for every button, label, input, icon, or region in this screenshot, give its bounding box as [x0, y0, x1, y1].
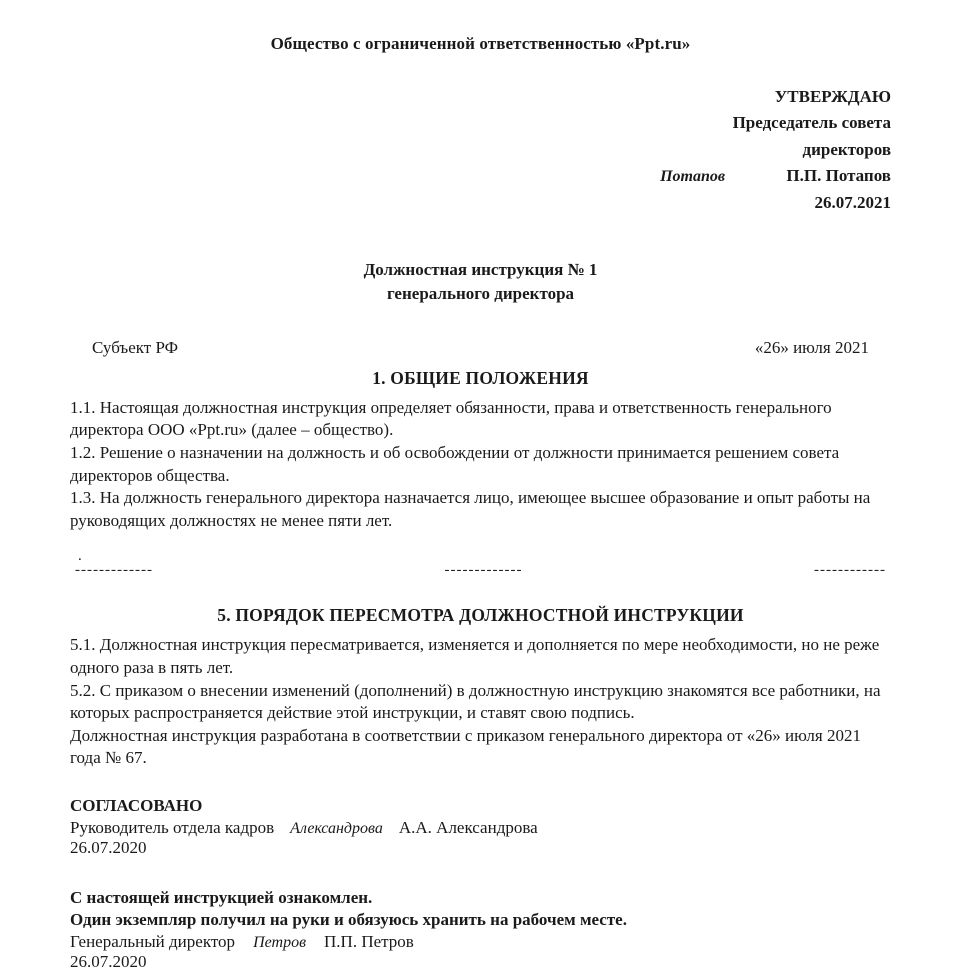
- approval-date: 26.07.2021: [814, 192, 891, 212]
- agreed-name: А.А. Александрова: [398, 818, 538, 838]
- section-1-title: 1. ОБЩИЕ ПОЛОЖЕНИЯ: [372, 367, 589, 388]
- approval-position-line2: директоров: [802, 139, 891, 159]
- agreed-role: Руководитель отдела кадров: [70, 818, 275, 838]
- section-5-paragraph-1: 5.1. Должностная инструкция пересматривается, изменяется и дополняется по мере необходимости, но не реже одного раза в пять лет.: [70, 635, 880, 678]
- organization-header: Общество с ограниченной ответственностью «Ppt.ru»: [270, 34, 691, 53]
- approval-signature-script: Потапов: [660, 168, 725, 186]
- document-title: [70, 258, 891, 306]
- section-1-paragraph-1: 1.1. Настоящая должностная инструкция определяет обязанности, права и ответственность генерального директора ООО «Ppt.ru» (далее – общество).: [70, 397, 832, 440]
- acknowledgement-line-2: Один экземпляр получил на руки и обязуюсь хранить на рабочем месте.: [70, 910, 627, 930]
- acknowledgement-date: 26.07.2020: [70, 952, 147, 972]
- agreed-heading: СОГЛАСОВАНО: [70, 796, 203, 816]
- section-1-paragraph-3: 1.3. На должность генерального директора назначается лицо, имеющее высшее образование и опыт работы на руководящих должностях не менее пяти лет.: [70, 488, 871, 530]
- separator-dash-left: -------------: [75, 562, 153, 579]
- section-5-body: [70, 634, 891, 770]
- agreed-date: 26.07.2020: [70, 838, 147, 858]
- section-5-paragraph-3: Должностная инструкция разработана в соответствии с приказом генерального директора от «26» июля 2021 года № 67.: [70, 725, 861, 768]
- separator-dot: .: [78, 548, 82, 564]
- document-meta-row: [70, 338, 891, 358]
- approval-block: [70, 84, 891, 216]
- approval-position-line1: Председатель совета: [732, 113, 891, 133]
- agreed-block: [70, 796, 891, 858]
- separator-dash-center: -------------: [444, 562, 523, 579]
- section-1-body: [70, 397, 891, 533]
- acknowledgement-block: [70, 888, 891, 972]
- separator-dash-right: ------------: [814, 562, 886, 579]
- document-place: Субъект РФ: [92, 337, 179, 357]
- section-separator: [70, 562, 891, 579]
- acknowledgement-role: Генеральный директор: [70, 932, 236, 952]
- approval-signature-name: П.П. Потапов: [786, 166, 891, 186]
- section-5-paragraph-2: 5.2. С приказом о внесении изменений (дополнений) в должностную инструкцию знакомятся все работники, на которых распространяется действие этой инструкции, и ставят свою подпись.: [70, 680, 881, 723]
- document-title-line2: генерального директора: [386, 283, 575, 303]
- approval-signature-row: [70, 163, 891, 190]
- section-1-paragraph-2: 1.2. Решение о назначении на должность и об освобождении от должности принимается решением совета директоров общества.: [70, 442, 840, 485]
- acknowledgement-signature-script: Петров: [253, 934, 307, 952]
- section-5-title: 5. ПОРЯДОК ПЕРЕСМОТРА ДОЛЖНОСТНОЙ ИНСТРУКЦИИ: [217, 605, 744, 626]
- document-title-line1: Должностная инструкция № 1: [363, 260, 598, 280]
- acknowledgement-signature-row: [70, 932, 891, 952]
- approval-word: УТВЕРЖДАЮ: [774, 87, 891, 106]
- acknowledgement-line-1: С настоящей инструкцией ознакомлен.: [70, 888, 373, 908]
- acknowledgement-name: П.П. Петров: [324, 932, 414, 952]
- agreed-signature-script: Александрова: [290, 820, 383, 838]
- document-date: «26» июля 2021: [754, 337, 869, 357]
- agreed-signature-row: [70, 818, 891, 838]
